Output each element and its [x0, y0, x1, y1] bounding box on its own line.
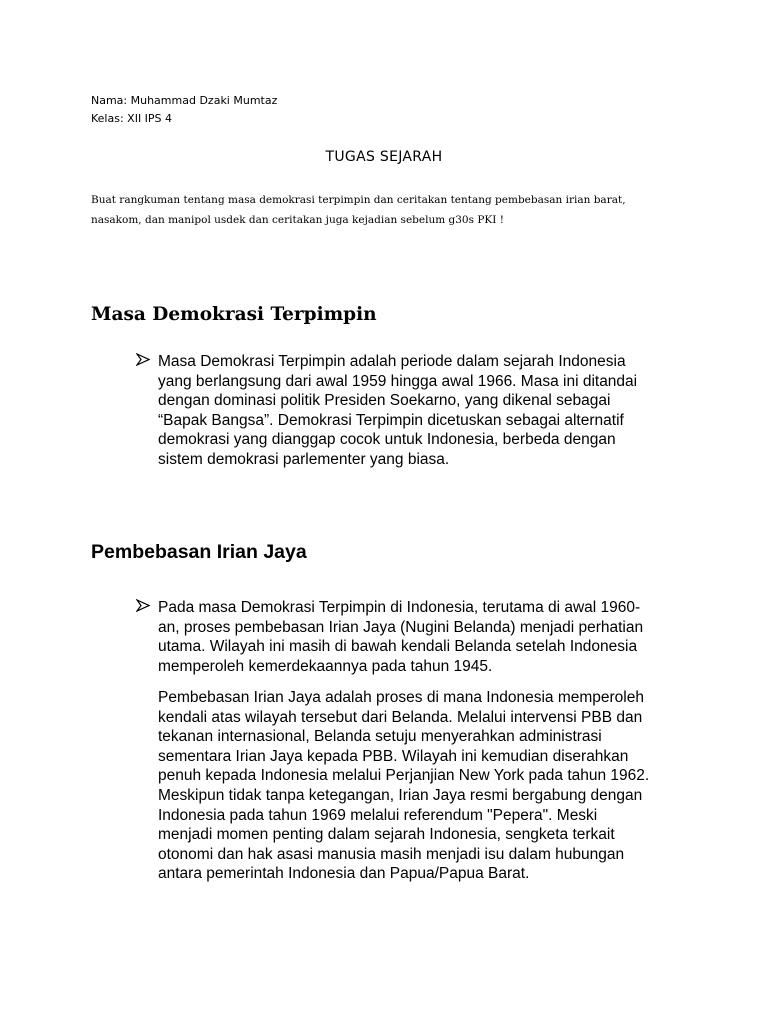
paragraph-line: penuh kepada Indonesia melalui Perjanjian New York pada tahun 1962.	[158, 767, 650, 785]
paragraph-line: utama. Wilayah ini masih di bawah kendali Belanda setelah Indonesia	[158, 638, 638, 656]
paragraph-line: Meskipun tidak tanpa ketegangan, Irian Jaya resmi bergabung dengan	[158, 786, 643, 804]
paragraph-line: otonomi dan hak asasi manusia masih menjadi isu dalam hubungan	[158, 845, 625, 863]
section-heading-demokrasi-terpimpin: Masa Demokrasi Terpimpin	[91, 304, 377, 325]
paragraph-line: antara pemerintah Indonesia dan Papua/Papua Barat.	[158, 865, 530, 883]
paragraph-line: an, proses pembebasan Irian Jaya (Nugini Belanda) menjadi perhatian	[158, 618, 644, 636]
section-paragraph	[158, 598, 718, 676]
student-class: Kelas: XII IPS 4	[91, 112, 173, 125]
assignment-line: nasakom, dan manipol usdek dan ceritakan juga kejadian sebelum g30s PKI !	[91, 214, 504, 226]
paragraph-line: Pada masa Demokrasi Terpimpin di Indonesia, terutama di awal 1960-	[158, 599, 641, 616]
assignment-instructions	[91, 190, 691, 230]
student-name: Nama: Muhammad Dzaki Mumtaz	[91, 94, 278, 107]
paragraph-line: kendali atas wilayah tersebut dari Belanda. Melalui intervensi PBB dan	[158, 708, 643, 726]
paragraph-line: memperoleh kemerdekaannya pada tahun 1945.	[158, 657, 493, 675]
section-paragraph	[158, 352, 718, 470]
paragraph-line: demokrasi yang dianggap cocok untuk Indonesia, berbeda dengan	[158, 431, 616, 449]
document-title: TUGAS SEJARAH	[325, 149, 443, 165]
paragraph-line: sistem demokrasi parlementer yang biasa.	[158, 450, 450, 468]
arrow-bullet-icon	[136, 599, 150, 616]
paragraph-line: tekanan internasional, Belanda setuju menyerahkan administrasi	[158, 728, 602, 746]
arrow-bullet-icon	[136, 353, 150, 370]
paragraph-line: Pembebasan Irian Jaya adalah proses di mana Indonesia memperoleh	[158, 689, 644, 706]
paragraph-line: sementara Irian Jaya kepada PBB. Wilayah ini kemudian diserahkan	[158, 747, 629, 765]
paragraph-line: “Bapak Bangsa”. Demokrasi Terpimpin dicetuskan sebagai alternatif	[158, 411, 624, 429]
paragraph-line: Indonesia pada tahun 1969 melalui referendum "Pepera". Meski	[158, 806, 598, 824]
assignment-line: Buat rangkuman tentang masa demokrasi terpimpin dan ceritakan tentang pembebasan irian barat,	[91, 194, 626, 206]
paragraph-line: yang berlangsung dari awal 1959 hingga awal 1966. Masa ini ditandai	[158, 372, 638, 390]
section-heading-pembebasan-irian-jaya: Pembebasan Irian Jaya	[91, 541, 307, 563]
paragraph-line: Masa Demokrasi Terpimpin adalah periode dalam sejarah Indonesia	[158, 353, 626, 370]
paragraph-line: dengan dominasi politik Presiden Soekarno, yang dikenal sebagai	[158, 392, 611, 410]
section-paragraph	[158, 688, 718, 884]
paragraph-line: menjadi momen penting dalam sejarah Indonesia, sengketa terkait	[158, 826, 615, 844]
